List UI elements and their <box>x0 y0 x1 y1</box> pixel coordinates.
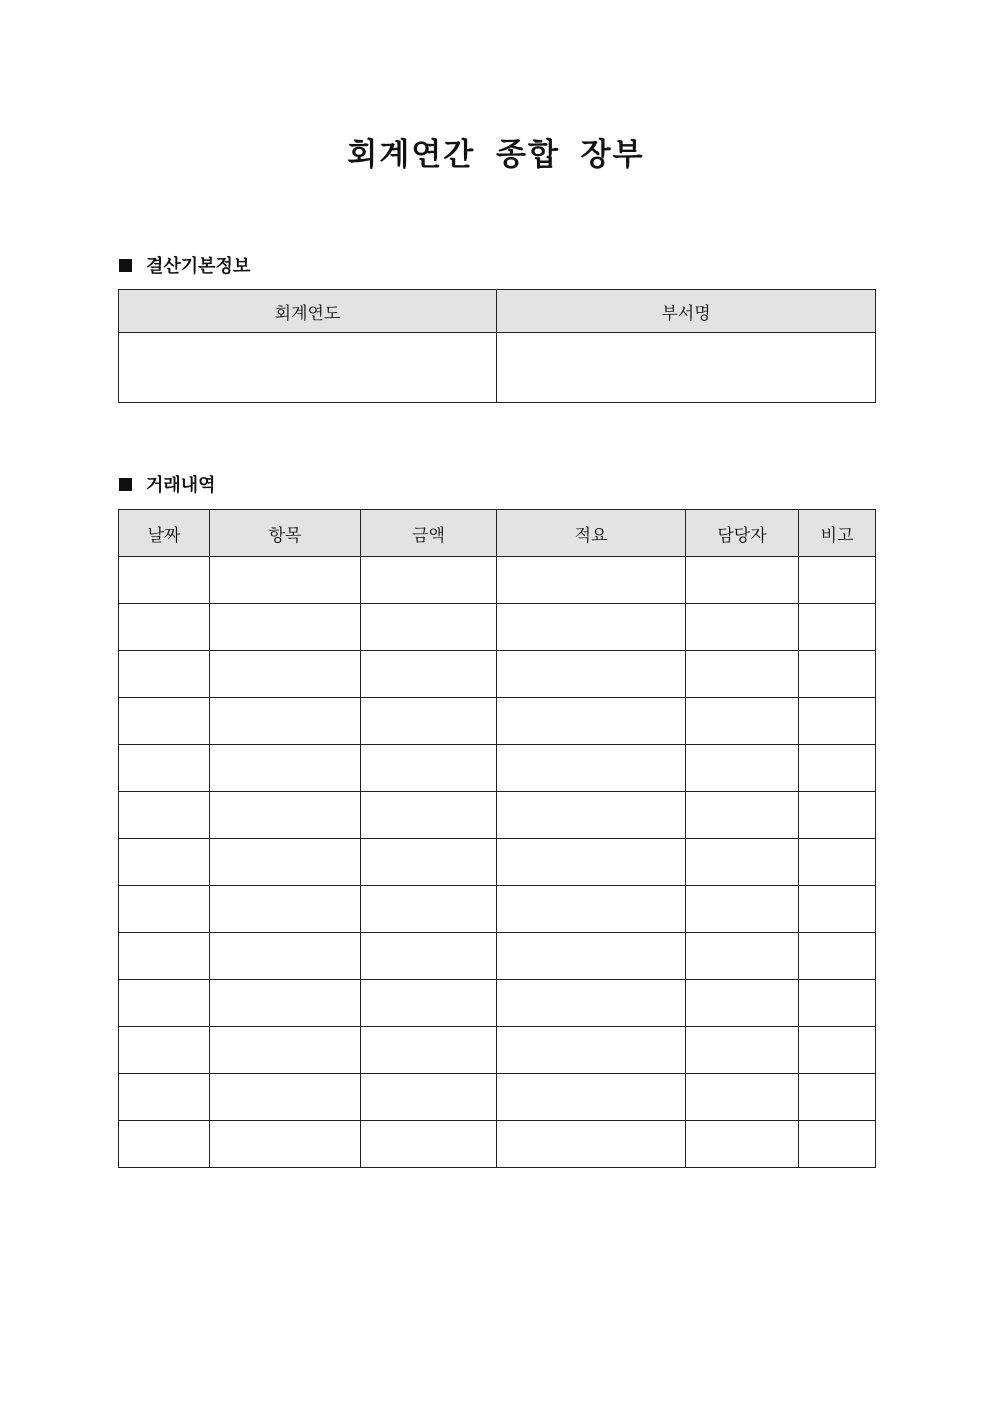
transactions-header-amount: 금액 <box>361 510 497 557</box>
transactions-cell-description[interactable] <box>497 745 686 792</box>
table-row <box>119 1121 876 1168</box>
transactions-cell-amount[interactable] <box>361 1121 497 1168</box>
transactions-cell-remarks[interactable] <box>799 557 876 604</box>
transactions-cell-date[interactable] <box>119 839 210 886</box>
transactions-cell-remarks[interactable] <box>799 933 876 980</box>
transactions-header-date: 날짜 <box>119 510 210 557</box>
transactions-cell-remarks[interactable] <box>799 792 876 839</box>
transactions-cell-description[interactable] <box>497 1121 686 1168</box>
transactions-cell-date[interactable] <box>119 698 210 745</box>
transactions-cell-item[interactable] <box>210 745 361 792</box>
transactions-cell-manager[interactable] <box>686 698 799 745</box>
basic-info-header-department: 부서명 <box>497 290 876 333</box>
transactions-cell-remarks[interactable] <box>799 604 876 651</box>
transactions-header-row <box>119 510 876 557</box>
basic-info-value-row <box>119 333 876 403</box>
transactions-header-description: 적요 <box>497 510 686 557</box>
transactions-cell-date[interactable] <box>119 651 210 698</box>
transactions-cell-amount[interactable] <box>361 980 497 1027</box>
transactions-cell-description[interactable] <box>497 886 686 933</box>
transactions-cell-date[interactable] <box>119 1074 210 1121</box>
transactions-cell-manager[interactable] <box>686 745 799 792</box>
transactions-cell-remarks[interactable] <box>799 698 876 745</box>
transactions-cell-remarks[interactable] <box>799 1027 876 1074</box>
transactions-body <box>119 557 876 1168</box>
transactions-cell-date[interactable] <box>119 557 210 604</box>
black-square-icon <box>119 259 132 272</box>
transactions-cell-description[interactable] <box>497 933 686 980</box>
transactions-table <box>118 509 876 1168</box>
transactions-cell-item[interactable] <box>210 980 361 1027</box>
transactions-cell-description[interactable] <box>497 557 686 604</box>
transactions-cell-date[interactable] <box>119 604 210 651</box>
table-row <box>119 886 876 933</box>
transactions-cell-item[interactable] <box>210 1027 361 1074</box>
section-heading-transactions <box>119 471 216 497</box>
transactions-cell-item[interactable] <box>210 933 361 980</box>
transactions-cell-description[interactable] <box>497 604 686 651</box>
transactions-cell-remarks[interactable] <box>799 1074 876 1121</box>
transactions-cell-manager[interactable] <box>686 1074 799 1121</box>
transactions-cell-description[interactable] <box>497 1027 686 1074</box>
transactions-cell-date[interactable] <box>119 980 210 1027</box>
transactions-cell-remarks[interactable] <box>799 1121 876 1168</box>
black-square-icon <box>119 478 132 491</box>
transactions-header-remarks: 비고 <box>799 510 876 557</box>
table-row <box>119 698 876 745</box>
basic-info-table <box>118 289 876 403</box>
transactions-cell-description[interactable] <box>497 651 686 698</box>
transactions-cell-manager[interactable] <box>686 651 799 698</box>
transactions-cell-item[interactable] <box>210 839 361 886</box>
transactions-cell-amount[interactable] <box>361 886 497 933</box>
transactions-cell-manager[interactable] <box>686 933 799 980</box>
section-heading-transactions-label: 거래내역 <box>146 475 216 496</box>
page-title: 회계연간 종합 장부 <box>347 137 645 173</box>
transactions-cell-amount[interactable] <box>361 1027 497 1074</box>
transactions-cell-date[interactable] <box>119 745 210 792</box>
transactions-cell-description[interactable] <box>497 980 686 1027</box>
table-row <box>119 604 876 651</box>
transactions-header-manager: 담당자 <box>686 510 799 557</box>
transactions-cell-description[interactable] <box>497 792 686 839</box>
transactions-cell-item[interactable] <box>210 792 361 839</box>
transactions-cell-remarks[interactable] <box>799 745 876 792</box>
transactions-cell-item[interactable] <box>210 886 361 933</box>
transactions-cell-item[interactable] <box>210 604 361 651</box>
transactions-cell-manager[interactable] <box>686 557 799 604</box>
transactions-cell-manager[interactable] <box>686 1121 799 1168</box>
table-row <box>119 839 876 886</box>
transactions-cell-remarks[interactable] <box>799 886 876 933</box>
transactions-cell-date[interactable] <box>119 933 210 980</box>
table-row <box>119 980 876 1027</box>
transactions-header-item: 항목 <box>210 510 361 557</box>
table-row <box>119 745 876 792</box>
table-row <box>119 1074 876 1121</box>
transactions-cell-manager[interactable] <box>686 980 799 1027</box>
table-row <box>119 1027 876 1074</box>
basic-info-header-fiscal-year: 회계연도 <box>119 290 497 333</box>
transactions-cell-amount[interactable] <box>361 1074 497 1121</box>
transactions-cell-remarks[interactable] <box>799 980 876 1027</box>
basic-info-fiscal-year-cell[interactable] <box>119 333 497 403</box>
transactions-cell-manager[interactable] <box>686 886 799 933</box>
transactions-cell-remarks[interactable] <box>799 651 876 698</box>
transactions-cell-date[interactable] <box>119 1027 210 1074</box>
table-row <box>119 933 876 980</box>
transactions-cell-amount[interactable] <box>361 933 497 980</box>
table-row <box>119 557 876 604</box>
transactions-cell-date[interactable] <box>119 886 210 933</box>
transactions-cell-amount[interactable] <box>361 604 497 651</box>
transactions-cell-amount[interactable] <box>361 557 497 604</box>
transactions-cell-amount[interactable] <box>361 792 497 839</box>
transactions-cell-item[interactable] <box>210 698 361 745</box>
transactions-cell-item[interactable] <box>210 1121 361 1168</box>
transactions-cell-date[interactable] <box>119 1121 210 1168</box>
transactions-cell-item[interactable] <box>210 651 361 698</box>
transactions-cell-amount[interactable] <box>361 651 497 698</box>
section-heading-basic-info <box>119 252 250 278</box>
transactions-cell-description[interactable] <box>497 1074 686 1121</box>
transactions-cell-amount[interactable] <box>361 745 497 792</box>
transactions-cell-item[interactable] <box>210 557 361 604</box>
table-row <box>119 651 876 698</box>
transactions-cell-manager[interactable] <box>686 839 799 886</box>
transactions-cell-amount[interactable] <box>361 698 497 745</box>
basic-info-department-cell[interactable] <box>497 333 876 403</box>
table-row <box>119 792 876 839</box>
section-heading-basic-info-label: 결산기본정보 <box>146 256 251 277</box>
transactions-cell-date[interactable] <box>119 792 210 839</box>
transactions-cell-item[interactable] <box>210 1074 361 1121</box>
transactions-cell-description[interactable] <box>497 698 686 745</box>
transactions-cell-remarks[interactable] <box>799 839 876 886</box>
transactions-cell-amount[interactable] <box>361 839 497 886</box>
transactions-cell-manager[interactable] <box>686 792 799 839</box>
transactions-cell-manager[interactable] <box>686 604 799 651</box>
basic-info-header-row <box>119 290 876 333</box>
transactions-cell-description[interactable] <box>497 839 686 886</box>
transactions-cell-manager[interactable] <box>686 1027 799 1074</box>
